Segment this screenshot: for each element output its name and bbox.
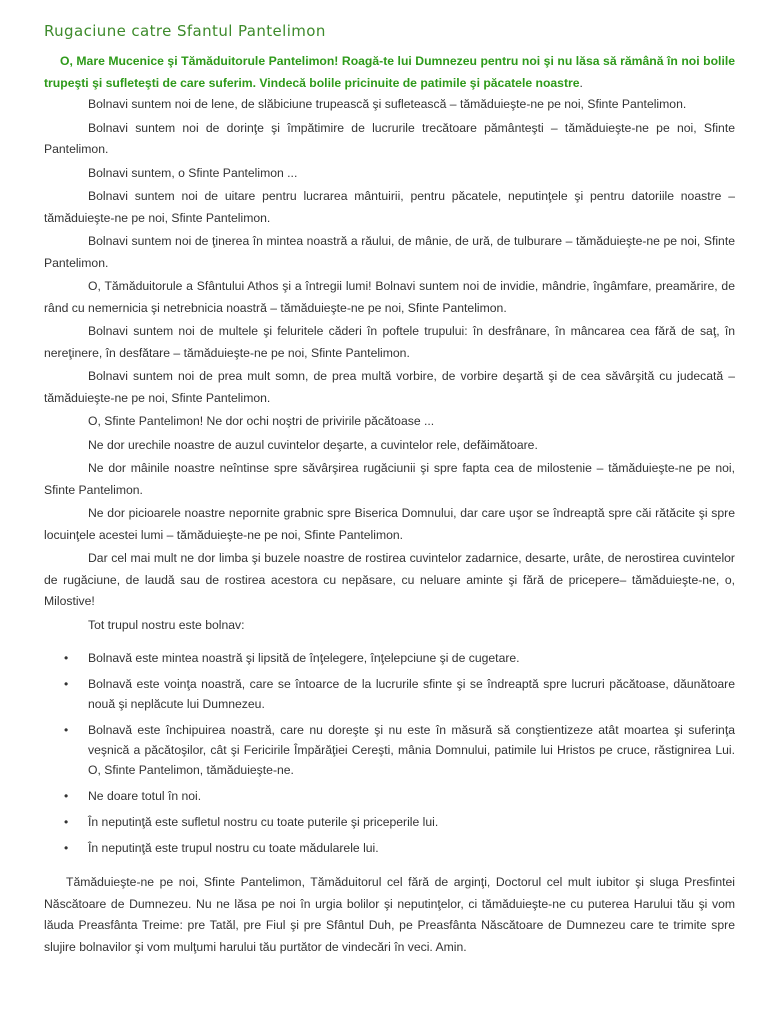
closing-paragraph: Tămăduieşte-ne pe noi, Sfinte Pantelimon, Tămăduitorul cel fără de arginţi, Doctorul cel mult iubitor şi sluga Presfintei Născătoare de Dumnezeu. Nu ne lăsa pe noi în urgia bolilor şi neputinţelor, ci tămăduieşte-ne cu puterea Harului tău şi vom lăuda Preasfânta Treime: pre Tatăl, pre Fiul şi pre Sfântul Duh, pe Preasfânta Născătoare de Dumnezeu care te trimite spre slujire bolnavilor şi vom mulţumi harului tău purtător de vindecări în veci. Amin. <box>44 875 735 954</box>
list-item: • Ne doare totul în noi. <box>88 786 735 806</box>
paragraph: Dar cel mai mult ne dor limba şi buzele noastre de rostirea cuvintelor zadarnice, desarte, urâte, de nerostirea cuvintelor de rugăciune, de laudă sau de rostirea acestora cu nepăsare, cu neluare aminte şi fără de pricepere– tămăduieşte-ne, o, Milostive! <box>44 551 735 608</box>
paragraph: O, Sfinte Pantelimon! Ne dor ochi noştri de privirile păcătoase ... <box>88 414 435 428</box>
paragraph: Tot trupul nostru este bolnav: <box>88 617 245 632</box>
paragraph: Ne dor urechile noastre de auzul cuvintelor deşarte, a cuvintelor rele, defăimătoare. <box>88 437 538 452</box>
paragraph: Bolnavi suntem noi de ţinerea în mintea noastră a răului, de mânie, de ură, de tulburare – tămăduieşte-ne pe noi, Sfinte Pantelimon. <box>44 234 735 270</box>
list-item: • Bolnavă este mintea noastră şi lipsită de înţelegere, înţelepciune şi de cugetare. <box>88 648 735 668</box>
symptom-list <box>44 648 735 858</box>
list-item: • Bolnavă este voinţa noastră, care se întoarce de la lucrurile sfinte şi se îndreaptă spre lucruri păcătoase, dăunătoare nouă şi neplăcute lui Dumnezeu. <box>88 674 735 714</box>
paragraph: Bolnavi suntem noi de multele şi feluritele căderi în poftele trupului: în desfrânare, în mâncarea cea fără de saţ, în nereţinere, în desfătare – tămăduieşte-ne pe noi, Sfinte Pantelimon. <box>44 324 735 360</box>
paragraph: Ne dor mâinile noastre neîntinse spre săvârşirea rugăciunii şi spre fapta cea de milostenie – tămăduieşte-ne pe noi, Sfinte Pantelimon. <box>44 461 735 497</box>
document-title: Rugaciune catre Sfantul Pantelimon <box>44 22 326 40</box>
paragraph: Bolnavi suntem noi de lene, de slăbiciune trupească şi sufletească – tămăduieşte-ne pe noi, Sfinte Pantelimon. <box>88 97 687 111</box>
intro-end: . <box>579 76 583 90</box>
paragraph: Bolnavi suntem noi de dorinţe şi împătimire de lucrurile trecătoare pământeşti – tămăduieşte-ne pe noi, Sfinte Pantelimon. <box>44 120 735 156</box>
intro-text: O, Mare Mucenice şi Tămăduitorule Pantelimon! Roagă-te lui Dumnezeu pentru noi şi nu lăsa să rămână în noi bolile trupeşti şi sufleteşti de care suferim. Vindecă bolile pricinuite de patimile şi păcatele noastre <box>44 54 735 90</box>
paragraph: Bolnavi suntem noi de uitare pentru lucrarea mântuirii, pentru păcatele, neputinţele şi pentru datoriile noastre – tămăduieşte-ne pe noi, Sfinte Pantelimon. <box>44 189 735 225</box>
intro-paragraph <box>44 50 735 94</box>
paragraph: Bolnavi suntem noi de prea mult somn, de prea multă vorbire, de vorbire deşartă şi de cea săvârşită cu judecată – tămăduieşte-ne pe noi, Sfinte Pantelimon. <box>44 369 735 405</box>
list-item: • În neputinţă este sufletul nostru cu toate puterile şi priceperile lui. <box>88 812 735 832</box>
paragraph: Ne dor picioarele noastre nepornite grabnic spre Biserica Domnului, dar care uşor se îndreaptă spre căi rătăcite şi spre locuinţele acestei lumi – tămăduieşte-ne pe noi, Sfinte Pantelimon. <box>44 506 735 542</box>
paragraph: Bolnavi suntem, o Sfinte Pantelimon ... <box>88 165 298 180</box>
list-item: • În neputinţă este trupul nostru cu toate mădularele lui. <box>88 838 735 858</box>
paragraph: O, Tămăduitorule a Sfântului Athos şi a întregii lumi! Bolnavi suntem noi de invidie, mândrie, îngâmfare, preamărire, de rând cu nemernicia şi netrebnicia noastră – tămăduieşte-ne pe noi, Sfinte Pantelimon. <box>44 279 735 315</box>
list-item: • Bolnavă este închipuirea noastră, care nu doreşte şi nu este în măsură să conştientizeze atât moartea şi suferinţa veşnică a păcătoşilor, cât şi Fericirile Împărăţiei Cereşti, mânia Domnului, patimile lui Hristos pe cruce, răstignirea Lui. O, Sfinte Pantelimon, tămăduieşte-ne. <box>88 720 735 780</box>
